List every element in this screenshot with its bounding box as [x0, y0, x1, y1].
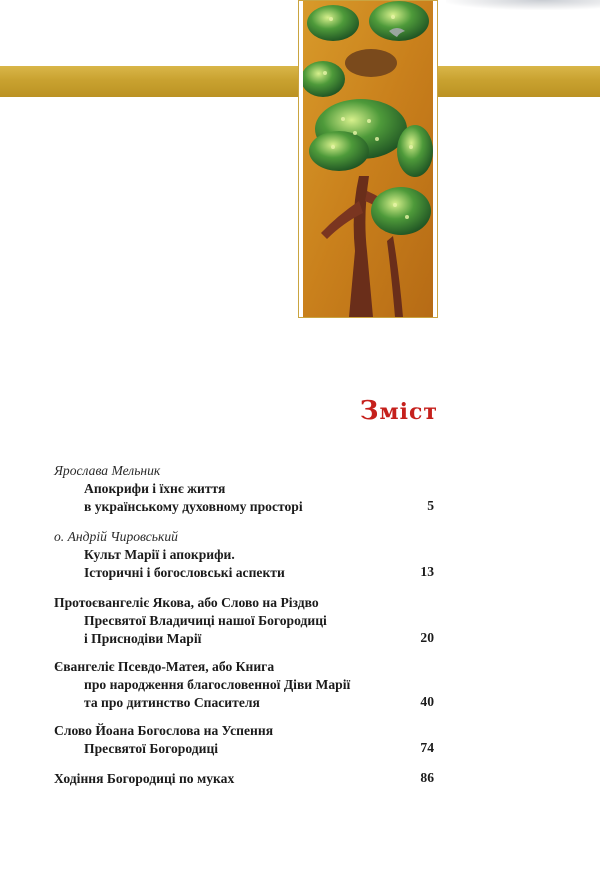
toc-entry-title-line: Слово Йоана Богослова на Успення	[54, 723, 274, 738]
tree-of-life-icon	[303, 1, 433, 317]
toc-entry-title-line: про народження благословенної Діви Марії	[84, 677, 351, 692]
toc-entry-page[interactable]: 40	[420, 694, 434, 709]
toc-entry-author: о. Андрій Чировський	[54, 529, 178, 544]
toc-entry[interactable]	[54, 658, 434, 712]
toc-entry-page[interactable]: 20	[420, 630, 434, 645]
toc-entry-title-line: та про дитинство Спасителя	[84, 695, 260, 710]
toc-entry-title-line: Євангеліє Псевдо-Матея, або Книга	[54, 659, 275, 674]
toc-entry-title-line: Пресвятої Богородиці	[84, 741, 219, 756]
toc-entry[interactable]	[54, 722, 434, 758]
toc-entry[interactable]	[54, 594, 434, 648]
toc-entry-title-line: Ходіння Богородиці по муках	[54, 771, 235, 786]
toc-entry-title-line: Культ Марії і апокрифи.	[84, 547, 235, 562]
toc-entry-page[interactable]: 74	[420, 740, 434, 755]
toc-entry-title-line: Пресвятої Владичиці нашої Богородиці	[84, 613, 327, 628]
toc-entry-title-line: Історичні і богословські аспекти	[84, 565, 285, 580]
toc-entry[interactable]	[54, 462, 434, 516]
toc-entry-title-line: в українському духовному просторі	[84, 499, 303, 514]
toc-entry[interactable]	[54, 770, 434, 788]
toc-entry-author: Ярослава Мельник	[54, 463, 161, 478]
toc-entry-title-line: і Приснодіви Марії	[84, 631, 202, 646]
toc-title-initial: З	[359, 396, 380, 426]
toc-entry[interactable]	[54, 528, 434, 582]
toc-entry-page[interactable]: 5	[427, 498, 434, 513]
toc-title-rest: міст	[379, 399, 438, 425]
toc-entry-title-line: Апокрифи і їхнє життя	[84, 481, 226, 496]
toc-entry-page[interactable]: 13	[420, 564, 434, 579]
corner-glint	[446, 0, 600, 10]
toc-entry-page[interactable]: 86	[420, 770, 434, 785]
icon-illustration-frame	[298, 0, 438, 318]
toc-entry-title-line: Протоєвангеліє Якова, або Слово на Різдво	[54, 595, 319, 610]
toc-title	[360, 396, 438, 426]
